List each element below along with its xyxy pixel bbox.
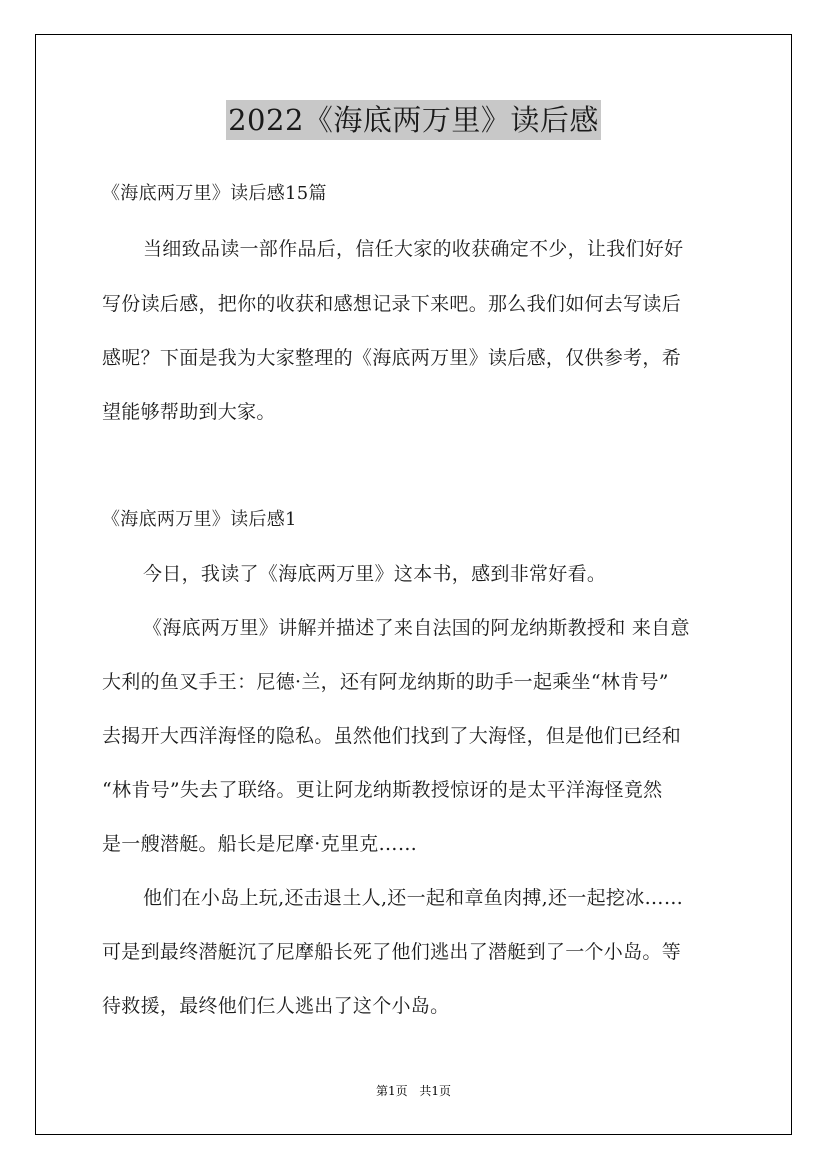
intro-line-4: 望能够帮助到大家。: [102, 401, 276, 423]
document-title: 2022《海底两万里》读后感: [226, 100, 601, 140]
intro-line-1: 当细致品读一部作品后，信任大家的收获确定不少，让我们好好: [143, 238, 684, 260]
page-number-label: 第1页: [375, 1084, 408, 1098]
document-subtitle: 《海底两万里》读后感15篇: [102, 183, 327, 204]
intro-line-2: 写份读后感，把你的收获和感想记录下来吧。那么我们如何去写读后: [102, 293, 682, 315]
body-line-4: 去揭开大西洋海怪的隐私。虽然他们找到了大海怪，但是他们已经和: [102, 725, 682, 747]
body-line-3: 大利的鱼叉手王：尼德·兰，还有阿龙纳斯的助手一起乘坐“林肯号”: [102, 671, 669, 693]
page-total-label: 共1页: [419, 1084, 452, 1098]
body-line-5: “林肯号”失去了联络。更让阿龙纳斯教授惊讶的是太平洋海怪竟然: [102, 779, 663, 801]
title-container: [0, 100, 827, 140]
intro-line-3: 感呢？下面是我为大家整理的《海底两万里》读后感，仅供参考，希: [102, 347, 682, 369]
page-footer: [0, 1083, 827, 1099]
body-line-9: 待救援，最终他们仨人逃出了这个小岛。: [102, 995, 450, 1017]
body-line-1: 今日，我读了《海底两万里》这本书，感到非常好看。: [143, 563, 607, 585]
body-line-2: 《海底两万里》讲解并描述了来自法国的阿龙纳斯教授和 来自意: [143, 617, 690, 639]
body-line-7: 他们在小岛上玩,还击退土人,还一起和章鱼肉搏,还一起挖冰……: [143, 887, 684, 909]
section-heading: 《海底两万里》读后感1: [102, 509, 297, 530]
body-line-6: 是一艘潜艇。船长是尼摩·克里克……: [102, 833, 418, 855]
body-line-8: 可是到最终潜艇沉了尼摩船长死了他们逃出了潜艇到了一个小岛。等: [102, 941, 682, 963]
